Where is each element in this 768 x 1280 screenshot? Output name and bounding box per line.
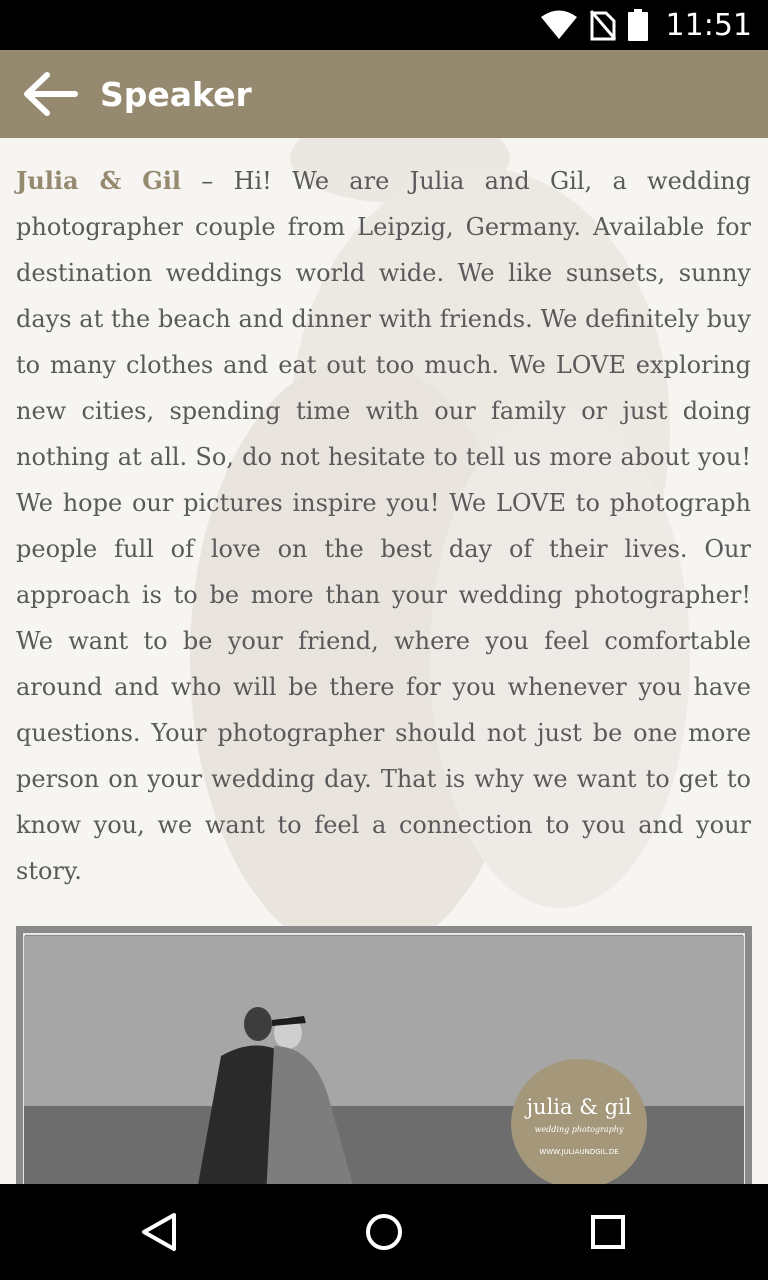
wifi-icon: [540, 10, 578, 40]
app-bar: [0, 50, 768, 138]
speaker-content[interactable]: [0, 138, 768, 1184]
logo-main: julia & gil: [526, 1095, 632, 1119]
logo-sub: wedding photography: [534, 1125, 624, 1134]
photographer-logo: [511, 1059, 647, 1184]
nav-back-button[interactable]: [132, 1204, 188, 1260]
clock: 11:51: [665, 7, 752, 43]
speaker-name[interactable]: Julia & Gil: [16, 166, 182, 195]
back-button[interactable]: [18, 67, 82, 121]
speaker-photo: [16, 926, 752, 1184]
nav-home-button[interactable]: [356, 1204, 412, 1260]
arrow-back-icon: [21, 70, 79, 118]
page-title: Speaker: [100, 75, 252, 114]
no-sim-icon: [590, 9, 616, 41]
navigation-bar: [0, 1184, 768, 1280]
home-circle-icon: [364, 1212, 404, 1252]
recents-square-icon: [588, 1212, 628, 1252]
back-triangle-icon: [140, 1212, 180, 1252]
bio-text: – Hi! We are Julia and Gil, a wedding photographer couple from Leipzig, Germany. Available for destination weddings world wide. We like sunsets, sunny days at the beach and dinner with friends. We definitely buy to many clothes and eat out too much. We LOVE exploring new cities, spending time with our family or just doing nothing at all. So, do not hesitate to tell us more about you! We hope our pictures inspire you! We LOVE to photograph people full of love on the best day of their lives. Our approach is to be more than your wedding photographer! We want to be your friend, where you feel comfortable around and who will be there for you whenever you have questions. Your photographer should not just be one more person on your wedding day. That is why we want to get to know you, we want to feel a connection to you and your story.: [16, 167, 752, 885]
battery-icon: [628, 9, 648, 41]
speaker-bio: [16, 158, 751, 894]
status-bar: [0, 0, 768, 50]
status-icons: [540, 0, 752, 50]
logo-url: WWW.JULIAUNDGIL.DE: [539, 1148, 619, 1156]
nav-recents-button[interactable]: [580, 1204, 636, 1260]
